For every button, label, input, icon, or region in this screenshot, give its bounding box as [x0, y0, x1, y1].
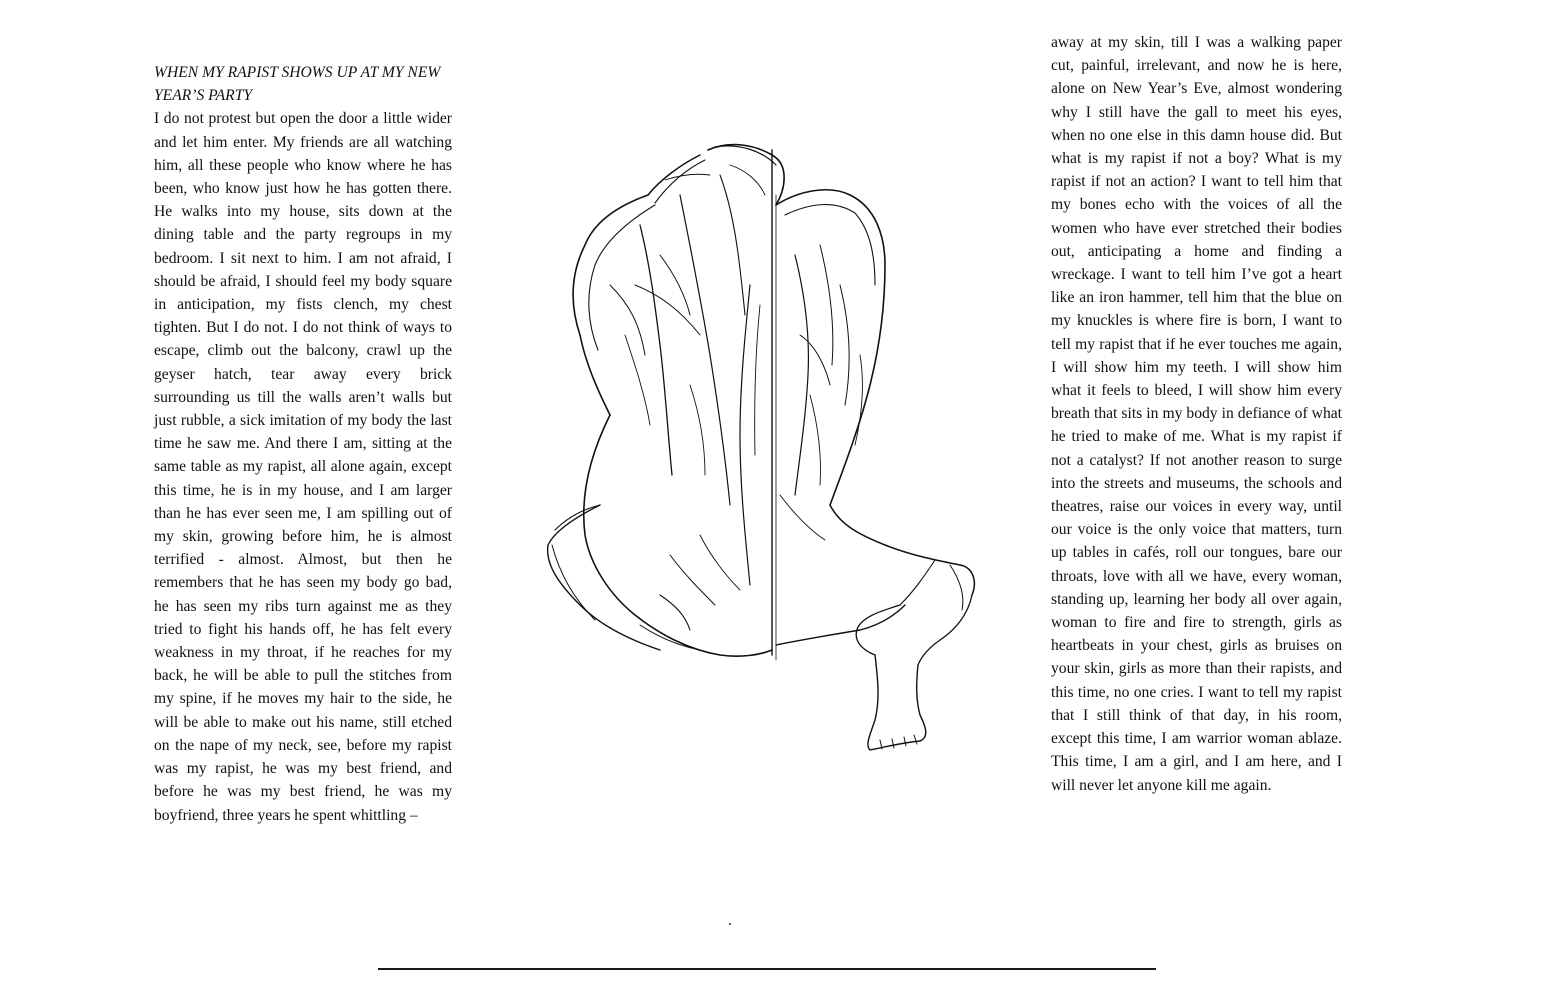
- sketch-stroke: [648, 155, 700, 195]
- sketch-stroke: [950, 565, 963, 610]
- sketch-stroke: [795, 255, 808, 495]
- sketch-stroke: [776, 605, 905, 645]
- sketch-stroke: [900, 560, 935, 605]
- sketch-stroke: [720, 175, 745, 315]
- sketch-stroke: [573, 195, 648, 415]
- left-text-column: [154, 61, 452, 827]
- sketch-stroke: [610, 285, 645, 355]
- sketch-stroke: [820, 245, 833, 365]
- sketch-stroke: [715, 146, 776, 165]
- sketch-stroke: [755, 305, 760, 455]
- sketch-stroke: [914, 735, 917, 744]
- sketch-stroke: [892, 739, 894, 748]
- sketch-stroke: [730, 165, 765, 195]
- sketch-stroke: [665, 174, 710, 180]
- sketch-stroke: [780, 495, 825, 540]
- poem-body-right: away at my skin, till I was a walking paper cut, painful, irrelevant, and now he is here, alone on New Year’s Eve, almost wondering why I still have the gall to meet his eyes, when no one else in this damn house did. But what is my rapist if not a boy? What is my rapist if not an action? I want to tell him that my bones echo with the voices of all the women who have ever stretched their bodies out, anticipating a home and finding a wreckage. I want to tell him I’ve got a heart like an iron hammer, tell him that the blue on my knuckles is where fire is born, I want to tell my rapist that if he ever touches me again, I will show him my teeth. I will show him what it feels to bleed, I will show him every breath that sits in my body in defiance of what he tried to make of me. What is my rapist if not a catalyst? If not another reason to surge into the streets and museums, the schools and theatres, raise our voices in every way, until our voice is the only voice that matters, turn up tables in cafés, roll our tongues, bare our throats, love with all we have, every woman, standing up, learning her body all over again, woman to fire and fire to strength, girls as heartbeats in your chest, girls as bruises on your skin, girls as more than their rapists, and this time, no one cries. I want to tell my rapist that I still think of that day, in his room, except this time, I am warrior woman ablaze. This time, I am a girl, and I am here, and I will never let anyone kill me again.: [1051, 34, 1342, 794]
- right-text-column: [1051, 31, 1342, 797]
- sketch-stroke: [785, 205, 875, 285]
- crouching-figure-ink-sketch-icon: [540, 135, 985, 760]
- sketch-stroke: [810, 395, 821, 485]
- sketch-stroke: [625, 335, 650, 425]
- sketch-stroke: [670, 555, 715, 605]
- sketch-stroke: [680, 195, 730, 505]
- sketch-stroke: [830, 505, 974, 595]
- sketch-stroke: [552, 545, 595, 620]
- horizontal-rule: [378, 968, 1156, 970]
- sketch-stroke: [700, 535, 740, 590]
- sketch-stroke: [904, 737, 906, 746]
- sketch-stroke: [868, 655, 926, 750]
- sketch-stroke: [690, 385, 705, 475]
- sketch-stroke: [640, 225, 672, 475]
- sketch-stroke: [856, 605, 900, 655]
- sketch-stroke: [918, 595, 972, 665]
- poem-title: WHEN MY RAPIST SHOWS UP AT MY NEW YEAR’S PARTY: [154, 64, 441, 105]
- poem-body-left: I do not protest but open the door a little wider and let him enter. My friends are all watching him, all these people who know where he has been, who know just how he has gotten there. He walks into my house, sits down at the dining table and the party regroups in my bedroom. I sit next to him. I am not afraid, I should be afraid, I should feel my body square in anticipation, my fists clench, my chest tighten. But I do not. I do not think of ways to escape, climb out the balcony, crawl up the geyser hatch, tear away every brick surrounding us till the walls aren’t walls but just rubble, a sick imitation of my body the last time he saw me. And there I am, sitting at the same table as my rapist, all alone again, except this time, he is in my house, and I am larger than he has ever seen me, I am spilling out of my skin, growing before him, he is almost terrified - almost. Almost, but then he remembers that he has seen my body go bad, he has seen my ribs turn against me as they tried to fight his hands off, he has felt every weakness in my throat, if he reaches for my back, he will be able to pull the stitches from my spine, if he moves my hair to the side, he will be able to make out his name, still etched on the nape of my neck, see, before my rapist was my rapist, he was my best friend, and before he was my best friend, he was my boyfriend, three years he spent whittling –: [154, 110, 452, 824]
- sketch-stroke: [660, 595, 690, 630]
- sketch-stroke: [840, 285, 849, 405]
- sketch-stroke: [740, 285, 750, 585]
- sketch-stroke: [800, 335, 830, 385]
- sketch-stroke: [660, 255, 690, 315]
- sketch-stroke: [708, 145, 784, 205]
- page-dot: [729, 923, 731, 925]
- sketch-stroke: [635, 285, 700, 335]
- sketch-stroke: [584, 415, 772, 656]
- sketch-stroke: [589, 205, 655, 350]
